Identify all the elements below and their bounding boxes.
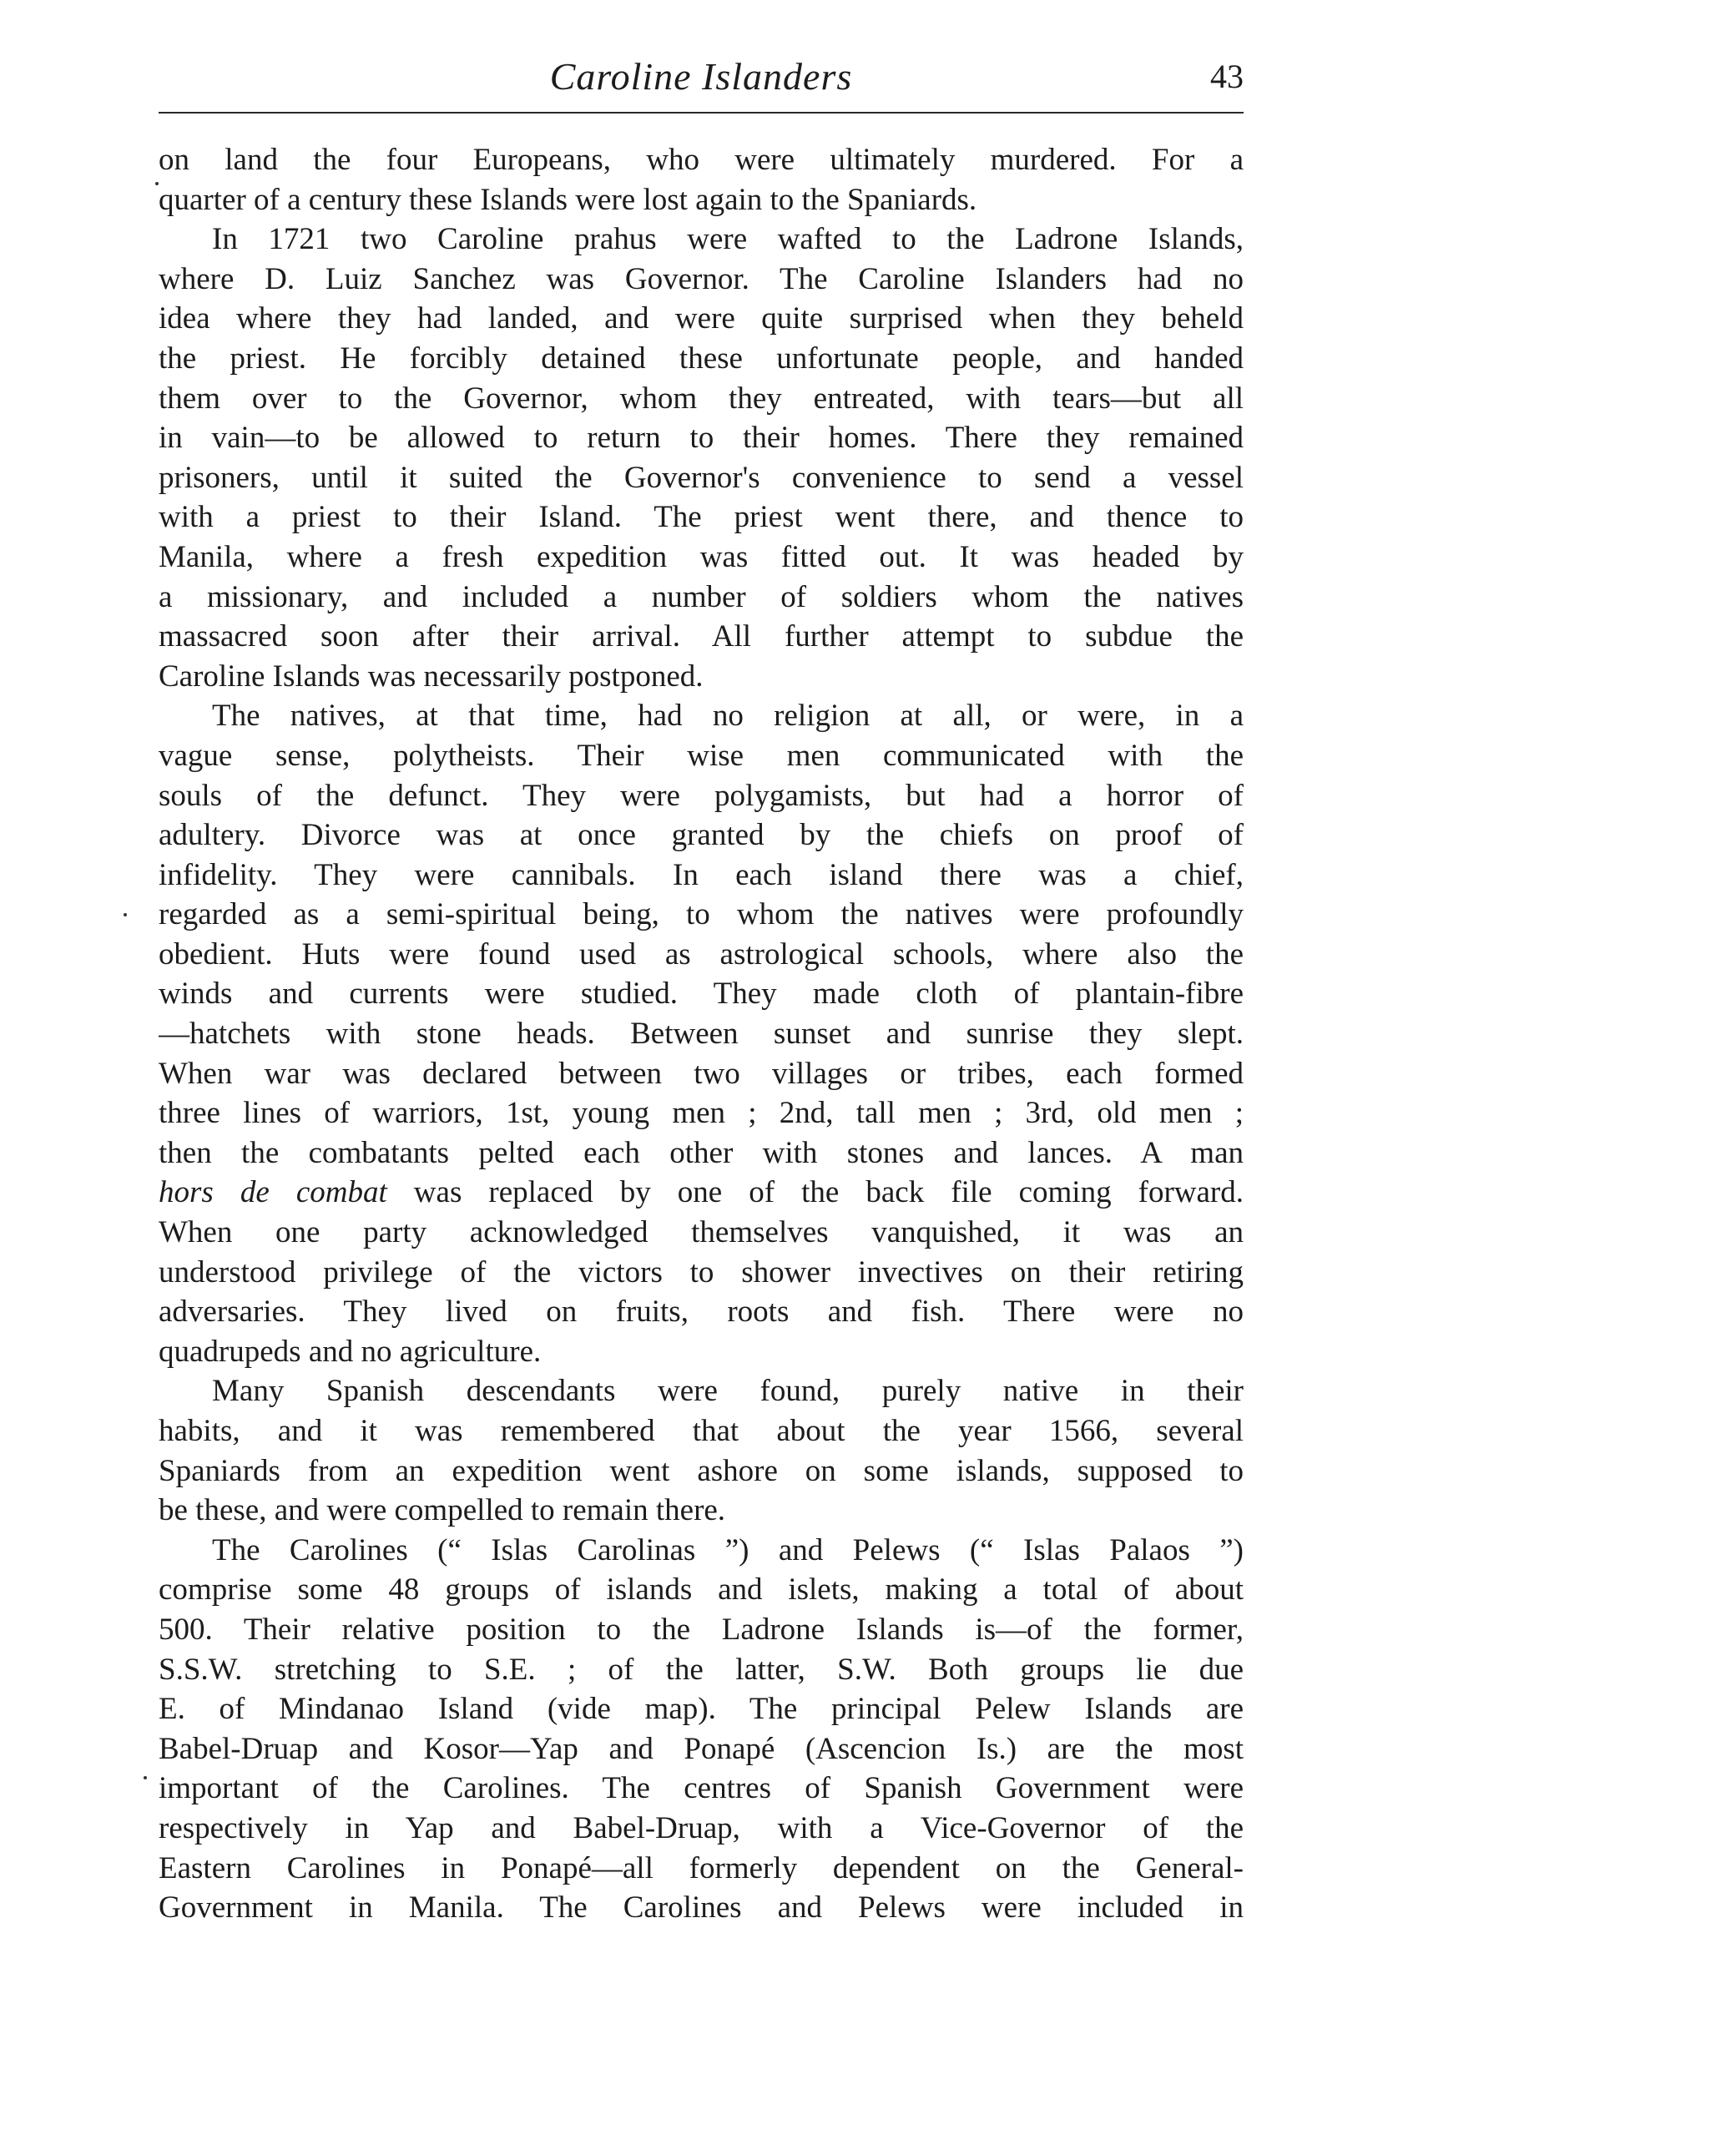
text-line: obedient. Huts were found used as astrological schools, where also the (159, 936, 1244, 972)
text-line: be these, and were compelled to remain there. (159, 1493, 726, 1528)
text-line: vague sense, polytheists. Their wise men communicated with the (159, 738, 1244, 773)
text-line: —hatchets with stone heads. Between sunset and sunrise they slept. (159, 1017, 1244, 1052)
text-line: the priest. He forcibly detained these unfortunate people, and handed (159, 341, 1244, 376)
text-line: winds and currents were studied. They made cloth of plantain-fibre (159, 977, 1244, 1012)
text-line: infidelity. They were cannibals. In each island there was a chief, (159, 857, 1244, 892)
text-line: Spaniards from an expedition went ashore on some islands, supposed to (159, 1453, 1244, 1488)
text-line: souls of the defunct. They were polygamists, but had a horror of (159, 778, 1244, 813)
text-line: When one party acknowledged themselves vanquished, it was an (159, 1215, 1244, 1250)
margin-mark (144, 1776, 147, 1779)
text-line: with a priest to their Island. The priest went there, and thence to (159, 500, 1244, 535)
text-line: adultery. Divorce was at once granted by the chiefs on proof of (159, 818, 1244, 853)
text-line: Babel-Druap and Kosor—Yap and Ponapé (Ascencion Is.) are the most (159, 1731, 1244, 1766)
text-line: habits, and it was remembered that about the year 1566, several (159, 1414, 1244, 1448)
text-line: When war was declared between two villages or tribes, each formed (159, 1056, 1244, 1091)
text-line: adversaries. They lived on fruits, roots and fish. There were no (159, 1295, 1244, 1330)
text-line: idea where they had landed, and were quite surprised when they beheld (159, 301, 1244, 336)
text-line: The natives, at that time, had no religion at all, or were, in a (212, 699, 1244, 734)
text-line: 500. Their relative position to the Ladrone Islands is—of the former, (159, 1612, 1244, 1647)
text-line: where D. Luiz Sanchez was Governor. The Caroline Islanders had no (159, 261, 1244, 296)
running-head (159, 52, 1244, 102)
text-line: Caroline Islands was necessarily postponed. (159, 659, 704, 694)
text-line: regarded as a semi-spiritual being, to whom the natives were profoundly (159, 897, 1244, 932)
body-text (159, 140, 1244, 1928)
running-title: Caroline Islanders (549, 55, 853, 98)
page-number: 43 (1210, 58, 1244, 95)
text-line: Manila, where a fresh expedition was fitted out. It was headed by (159, 539, 1244, 574)
text-line: on land the four Europeans, who were ultimately murdered. For a (159, 143, 1244, 177)
text-line: Eastern Carolines in Ponapé—all formerly dependent on the General- (159, 1850, 1244, 1885)
text-line: then the combatants pelted each other with stones and lances. A man (159, 1135, 1244, 1170)
text-line: three lines of warriors, 1st, young men ; 2nd, tall men ; 3rd, old men ; (159, 1096, 1244, 1131)
text-line: Many Spanish descendants were found, purely native in their (212, 1374, 1244, 1409)
text-line: Government in Manila. The Carolines and Pelews were included in (159, 1890, 1244, 1925)
text-line: important of the Carolines. The centres of Spanish Government were (159, 1771, 1244, 1806)
text-line: understood privilege of the victors to shower invectives on their retiring (159, 1254, 1244, 1290)
text-line: comprise some 48 groups of islands and islets, making a total of about (159, 1572, 1244, 1608)
header-rule (159, 112, 1244, 114)
text-line: quadrupeds and no agriculture. (159, 1334, 542, 1369)
text-line: prisoners, until it suited the Governor's convenience to send a vessel (159, 460, 1244, 495)
text-line: E. of Mindanao Island (vide map). The principal Pelew Islands are (159, 1692, 1244, 1727)
text-line: respectively in Yap and Babel-Druap, with a Vice-Governor of the (159, 1810, 1244, 1845)
text-line: massacred soon after their arrival. All further attempt to subdue the (159, 619, 1244, 654)
text-line: quarter of a century these Islands were lost again to the Spaniards. (159, 182, 977, 217)
text-line: The Carolines (“ Islas Carolinas ”) and Pelews (“ Islas Palaos ”) (212, 1532, 1244, 1567)
margin-mark (124, 913, 127, 916)
margin-mark (155, 182, 159, 185)
text-line: S.S.W. stretching to S.E. ; of the latter, S.W. Both groups lie due (159, 1652, 1244, 1687)
text-line: hors de combat was replaced by one of the back file coming forward. (159, 1175, 1244, 1210)
text-line: a missionary, and included a number of soldiers whom the natives (159, 579, 1244, 614)
italic-phrase: hors de combat (159, 1175, 387, 1210)
text-line: in vain—to be allowed to return to their homes. There they remained (159, 421, 1244, 456)
text-line: In 1721 two Caroline prahus were wafted to the Ladrone Islands, (212, 222, 1244, 257)
text-line: them over to the Governor, whom they entreated, with tears—but all (159, 381, 1244, 416)
